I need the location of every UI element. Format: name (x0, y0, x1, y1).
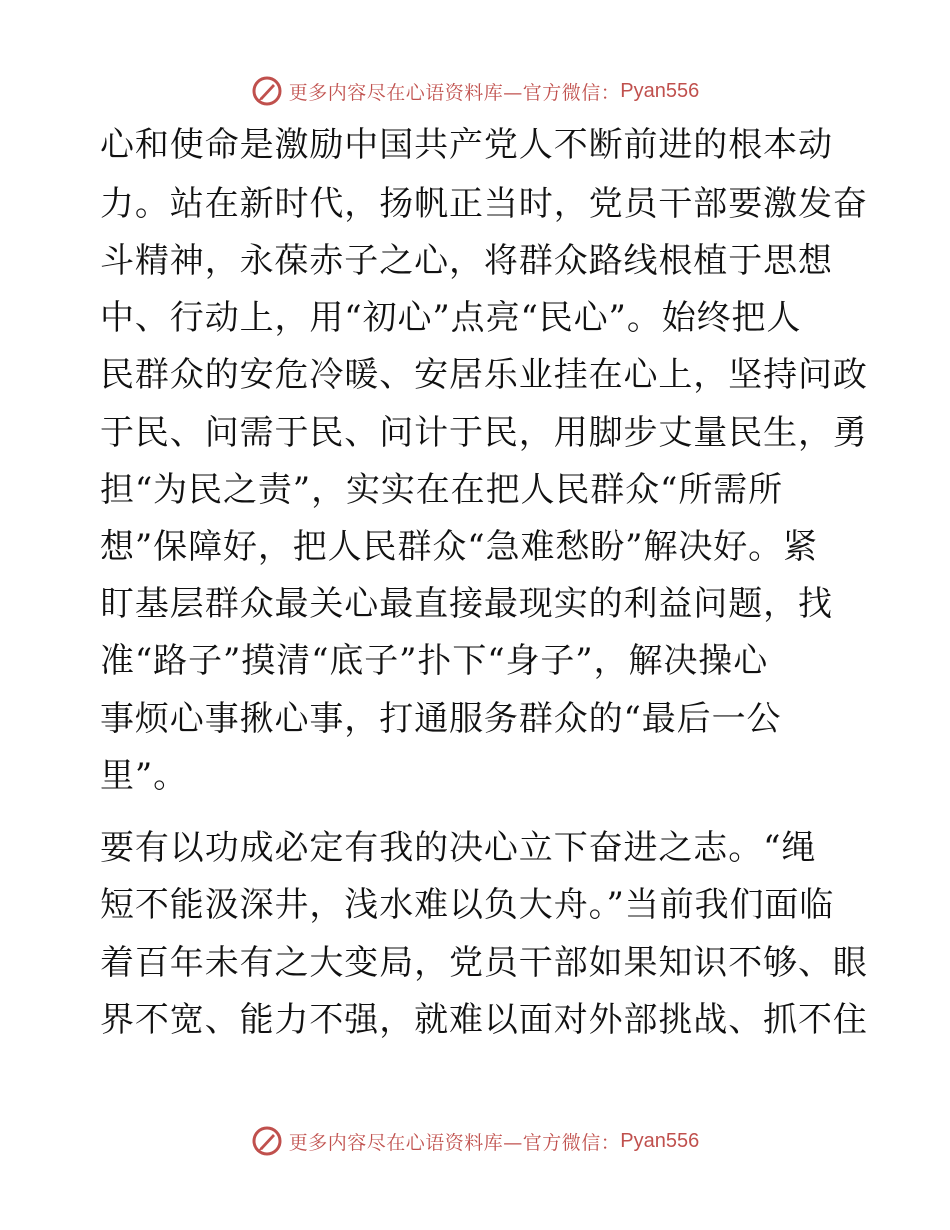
text-line: 心和使命是激励中国共产党人不断前进的根本动 (100, 125, 833, 165)
text-line: 事烦心事揪心事，打通服务群众的“最后一公 (100, 699, 782, 739)
text-line: 界不宽、能力不强，就难以面对外部挑战、抓不住 (100, 1000, 868, 1040)
text-line: 于民、问需于民、问计于民，用脚步丈量民生，勇 (100, 413, 868, 453)
pen-logo-icon (251, 75, 283, 107)
text-line: 着百年未有之大变局，党员干部如果知识不够、眼 (100, 943, 868, 983)
watermark-wechat-id: Pyan556 (620, 1129, 700, 1152)
text-line: 想”保障好，把人民群众“急难愁盼”解决好。紧 (100, 527, 818, 567)
header-watermark (0, 71, 950, 111)
text-line: 准“路子”摸清“底子”扑下“身子”，解决操心 (100, 641, 769, 681)
text-line: 盯基层群众最关心最直接最现实的利益问题，找 (100, 584, 833, 624)
text-line: 里”。 (100, 756, 189, 796)
text-line: 担“为民之责”，实实在在把人民群众“所需所 (100, 470, 784, 510)
text-line: 要有以功成必定有我的决心立下奋进之志。“绳 (100, 828, 817, 868)
text-line: 短不能汲深井，浅水难以负大舟。”当前我们面临 (100, 885, 835, 925)
text-line: 力。站在新时代，扬帆正当时，党员干部要激发奋 (100, 184, 868, 224)
watermark-text: 更多内容尽在心语资料库—官方微信： (288, 81, 621, 104)
footer-watermark (0, 1121, 950, 1161)
watermark-wechat-id: Pyan556 (620, 79, 700, 102)
pen-logo-icon (251, 1125, 283, 1157)
watermark-text: 更多内容尽在心语资料库—官方微信： (288, 1131, 621, 1154)
text-line: 斗精神，永葆赤子之心，将群众路线根植于思想 (100, 241, 833, 281)
text-line: 中、行动上，用“初心”点亮“民心”。始终把人 (100, 298, 802, 338)
text-line: 民群众的安危冷暖、安居乐业挂在心上，坚持问政 (100, 355, 868, 395)
